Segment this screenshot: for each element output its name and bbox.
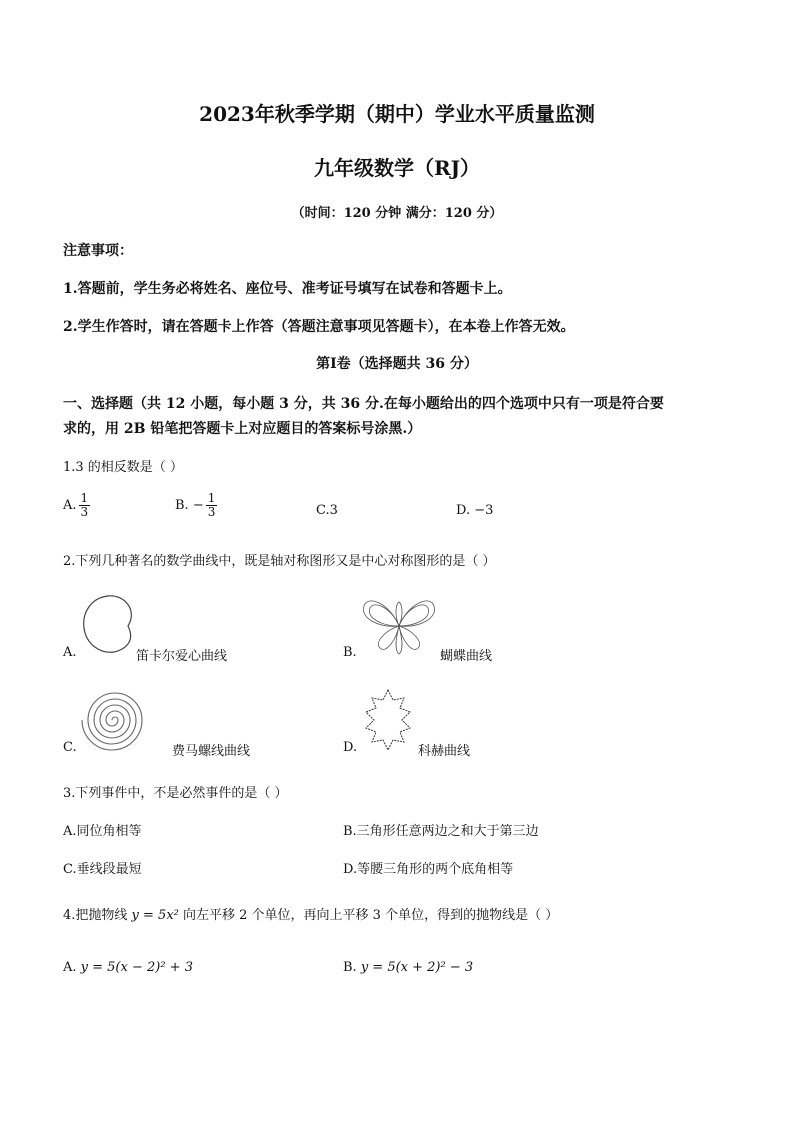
note-item-2: 2.学生作答时，请在答题卡上作答（答题注意事项见答题卡），在本卷上作答无效。: [63, 319, 575, 335]
q3-option-a: A.同位角相等: [63, 824, 142, 839]
question-1-stem: 1.3 的相反数是（ ）: [63, 460, 183, 475]
q2-option-b-name: 蝴蝶曲线: [440, 649, 493, 664]
note-item-1: 1.答题前，学生务必将姓名、座位号、准考证号填写在试卷和答题卡上。: [63, 281, 512, 297]
q3-option-d: D.等腰三角形的两个底角相等: [343, 862, 514, 877]
q4-option-a: [63, 960, 193, 975]
question-3-stem: 3.下列事件中，不是必然事件的是（ ）: [63, 786, 288, 801]
q1-option-a: [63, 492, 90, 519]
q2-option-b-label: B.: [343, 645, 357, 660]
q4-option-a-label: A.: [63, 960, 81, 975]
q1-a-numerator: 1: [80, 491, 89, 505]
q4-stem-post: 向左平移 2 个单位，再向上平移 3 个单位，得到的抛物线是（ ）: [178, 908, 559, 923]
exam-title: 2023年秋季学期（期中）学业水平质量监测: [199, 102, 595, 126]
fermat-spiral-image: [80, 688, 150, 752]
q2-option-d-name: 科赫曲线: [418, 744, 471, 759]
question-2-stem: 2.下列几种著名的数学曲线中，既是轴对称图形又是中心对称图形的是（ ）: [63, 554, 496, 569]
q1-option-b: [175, 492, 217, 519]
section-title: 第Ⅰ卷（选择题共 36 分）: [316, 356, 478, 372]
q1-option-b-fraction: [206, 492, 218, 519]
q3-option-c: C.垂线段最短: [63, 862, 142, 877]
question-4-stem: [63, 904, 558, 923]
exam-subtitle: 九年级数学（RJ）: [313, 156, 481, 180]
q1-option-b-label: B. −: [175, 498, 204, 513]
q4-option-b-equation: y = 5(x + 2)² − 3: [360, 960, 474, 975]
q4-option-b: [343, 960, 473, 975]
q4-stem-pre: 4.把抛物线: [63, 908, 132, 923]
q1-option-a-label: A.: [63, 498, 77, 513]
q1-b-numerator: 1: [207, 491, 216, 505]
koch-snowflake-image: [360, 688, 416, 752]
q3-option-b: B.三角形任意两边之和大于第三边: [343, 824, 539, 839]
q2-option-c-label: C.: [63, 740, 77, 755]
q4-option-b-label: B.: [343, 960, 361, 975]
q1-a-denominator: 3: [80, 505, 89, 519]
butterfly-curve-image: [360, 596, 438, 656]
q2-option-a-name: 笛卡尔爱心曲线: [136, 649, 228, 664]
q4-stem-equation: y = 5x²: [131, 908, 179, 923]
q2-option-d-label: D.: [343, 740, 358, 755]
cardioid-curve-image: [80, 592, 136, 656]
q1-option-a-fraction: [79, 492, 91, 519]
section-instruction-line1: 一、选择题（共 12 小题，每小题 3 分，共 36 分.在每小题给出的四个选项中只有一项是符合要: [63, 396, 664, 412]
q1-b-denominator: 3: [207, 505, 216, 519]
q1-option-c: C.3: [316, 503, 338, 518]
q2-option-a-label: A.: [63, 645, 77, 660]
notes-heading: 注意事项：: [63, 243, 133, 259]
q2-option-c-name: 费马螺线曲线: [172, 744, 251, 759]
exam-time-info: （时间：120 分钟 满分：120 分）: [291, 206, 503, 221]
section-instruction-line2: 求的，用 2B 铅笔把答题卡上对应题目的答案标号涂黑.）: [63, 421, 422, 437]
q4-option-a-equation: y = 5(x − 2)² + 3: [80, 960, 193, 975]
q1-option-d: D. −3: [456, 503, 494, 518]
